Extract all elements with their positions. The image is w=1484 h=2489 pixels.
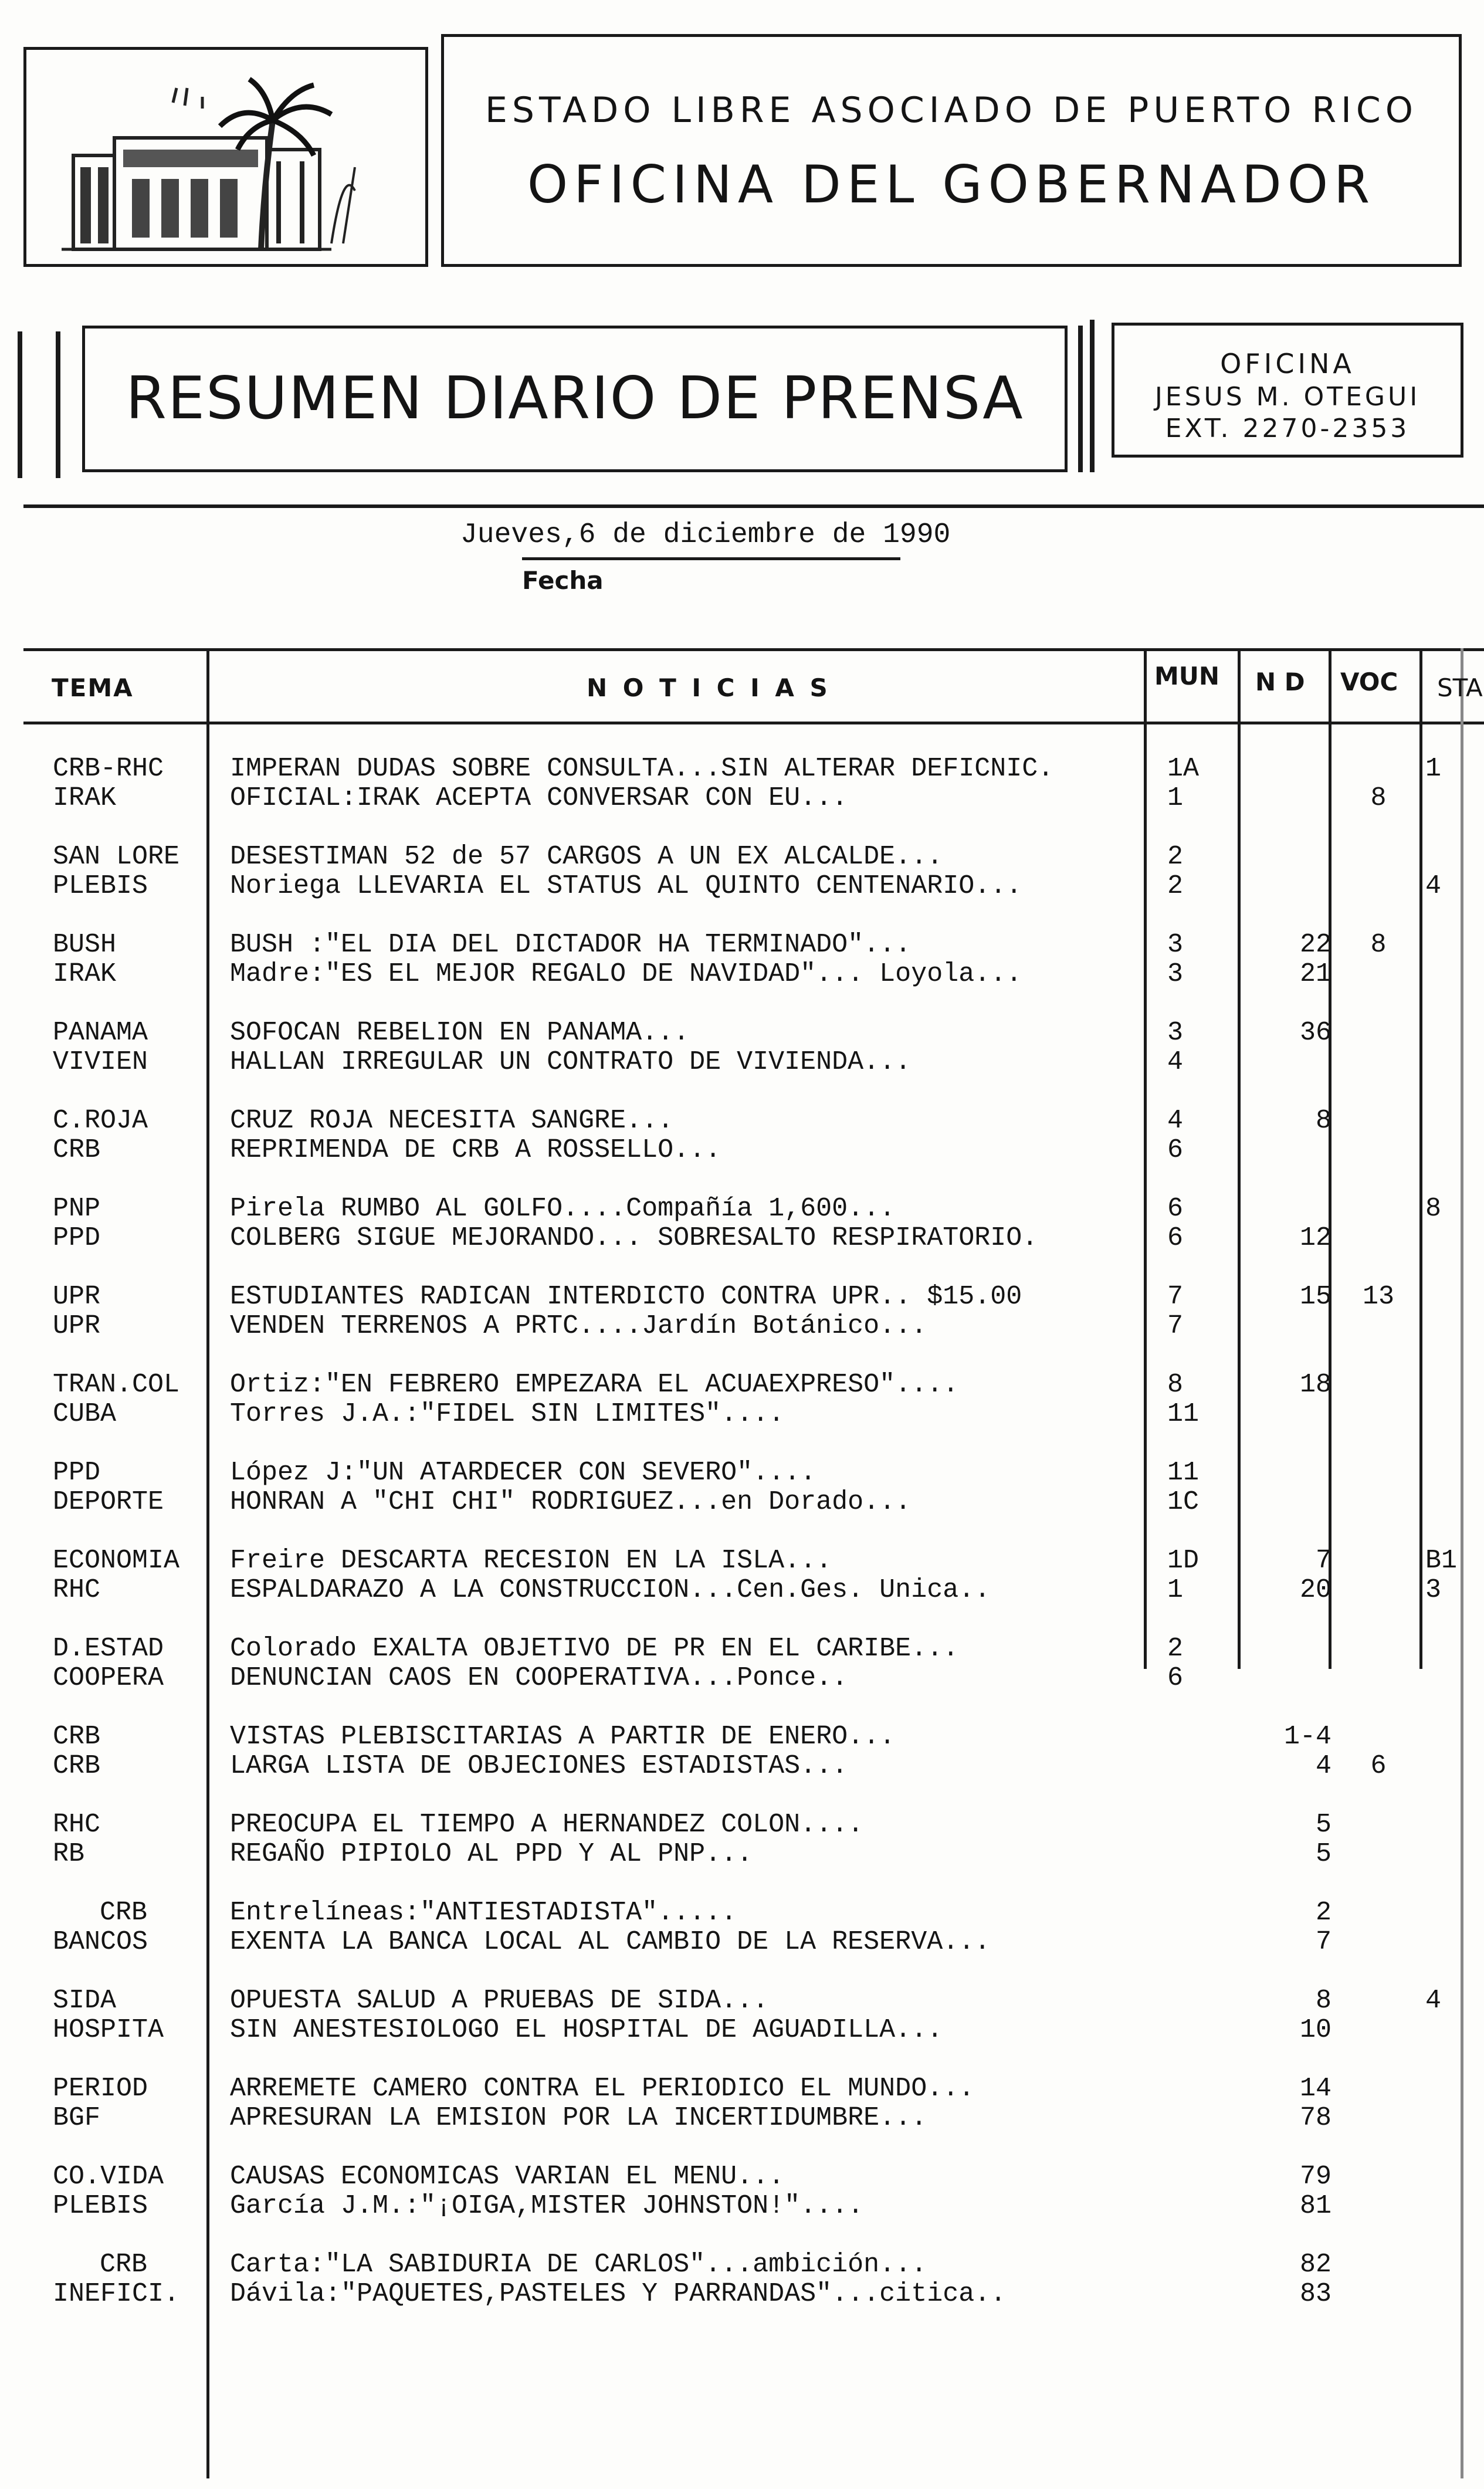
table-row: [0, 1927, 1484, 1958]
table-row: [0, 1047, 1484, 1078]
row-mun-page: 1D: [1167, 1546, 1200, 1576]
row-sta-page: 4: [1425, 1986, 1442, 2016]
row-nd-page: 10: [1299, 2015, 1331, 2045]
row-mun-page: 6: [1167, 1663, 1184, 1693]
row-headline: PREOCUPA EL TIEMPO A HERNANDEZ COLON....: [230, 1810, 864, 1840]
row-mun-page: 4: [1167, 1106, 1184, 1136]
row-headline: García J.M.:"¡OIGA,MISTER JOHNSTON!"....: [230, 2191, 864, 2221]
column-header-mun: MUN: [1154, 662, 1220, 690]
row-mun-page: 11: [1167, 1399, 1200, 1429]
row-headline: VISTAS PLEBISCITARIAS A PARTIR DE ENERO...: [230, 1722, 896, 1752]
table-row: [0, 1810, 1484, 1840]
right-bar-inner: [1078, 326, 1083, 472]
row-nd-page: 15: [1299, 1282, 1331, 1312]
table-row: [0, 1194, 1484, 1224]
office-extension: EXT. 2270-2353: [1165, 414, 1410, 443]
row-mun-page: 4: [1167, 1047, 1184, 1077]
row-tema: D.ESTAD: [53, 1634, 164, 1664]
column-header-sta: STA: [1437, 673, 1483, 702]
table-row: [0, 2191, 1484, 2222]
office-contact-box: [1112, 323, 1463, 458]
table-row: [0, 2015, 1484, 2046]
table-header-rule: [23, 722, 1484, 724]
row-nd-page: 20: [1299, 1575, 1331, 1605]
row-tema: TRAN.COL: [53, 1370, 180, 1400]
row-sta-page: B1: [1425, 1546, 1458, 1576]
row-tema: CRB: [53, 1135, 101, 1165]
row-headline: REGAÑO PIPIOLO AL PPD Y AL PNP...: [230, 1839, 753, 1869]
row-nd-page: 82: [1299, 2250, 1331, 2280]
row-voc-page: 8: [1370, 930, 1387, 960]
row-nd-page: 22: [1299, 930, 1331, 960]
table-row: [0, 930, 1484, 960]
row-headline: Noriega LLEVARIA EL STATUS AL QUINTO CENTENARIO...: [230, 871, 1022, 901]
row-headline: LARGA LISTA DE OBJECIONES ESTADISTAS...: [230, 1751, 848, 1781]
table-row: [0, 1634, 1484, 1664]
row-tema: CRB: [100, 2250, 148, 2280]
row-tema: RB: [53, 1839, 85, 1869]
row-nd-page: 8: [1315, 1106, 1331, 1136]
row-tema: RHC: [53, 1575, 101, 1605]
report-title-box: [82, 326, 1068, 472]
column-header-tema: TEMA: [52, 673, 134, 702]
table-row: [0, 1546, 1484, 1576]
table-row: [0, 1751, 1484, 1782]
row-nd-page: 2: [1315, 1898, 1331, 1928]
row-tema: INEFICI.: [53, 2279, 180, 2309]
row-headline: ARREMETE CAMERO CONTRA EL PERIODICO EL MUNDO...: [230, 2074, 975, 2104]
left-bar-inner: [56, 331, 60, 478]
row-mun-page: 2: [1167, 871, 1184, 901]
row-headline: Dávila:"PAQUETES,PASTELES Y PARRANDAS"...citica..: [230, 2279, 1007, 2309]
row-mun-page: 1C: [1167, 1487, 1200, 1517]
table-row: [0, 2250, 1484, 2280]
row-tema: PPD: [53, 1458, 101, 1488]
row-headline: ESPALDARAZO A LA CONSTRUCCION...Cen.Ges. Unica..: [230, 1575, 991, 1605]
table-row: [0, 1722, 1484, 1752]
table-row: [0, 783, 1484, 814]
row-nd-page: 12: [1299, 1223, 1331, 1253]
row-mun-page: 2: [1167, 1634, 1184, 1664]
row-headline: Madre:"ES EL MEJOR REGALO DE NAVIDAD"... Loyola...: [230, 959, 1022, 989]
row-headline: Ortiz:"EN FEBRERO EMPEZARA EL ACUAEXPRESO"....: [230, 1370, 959, 1400]
right-bar-outer: [1090, 320, 1095, 472]
row-nd-page: 5: [1315, 1839, 1331, 1869]
row-headline: Freire DESCARTA RECESION EN LA ISLA...: [230, 1546, 832, 1576]
logo-box: [23, 47, 428, 267]
row-headline: SIN ANESTESIOLOGO EL HOSPITAL DE AGUADILLA...: [230, 2015, 943, 2045]
row-mun-page: 6: [1167, 1194, 1184, 1224]
table-row: [0, 754, 1484, 784]
row-tema: IRAK: [53, 783, 117, 813]
row-tema: UPR: [53, 1311, 101, 1341]
row-tema: CO.VIDA: [53, 2162, 164, 2192]
row-tema: SAN LORE: [53, 842, 180, 872]
row-voc-page: 13: [1362, 1282, 1394, 1312]
row-mun-page: 11: [1167, 1458, 1200, 1488]
office-contact-name: JESUS M. OTEGUI: [1154, 382, 1421, 412]
row-nd-page: 7: [1315, 1927, 1331, 1957]
row-nd-page: 81: [1299, 2191, 1331, 2221]
row-nd-page: 8: [1315, 1986, 1331, 2016]
row-tema: BANCOS: [53, 1927, 148, 1957]
row-headline: REPRIMENDA DE CRB A ROSSELLO...: [230, 1135, 721, 1165]
table-top-rule: [23, 648, 1484, 651]
row-voc-page: 6: [1370, 1751, 1387, 1781]
table-row: [0, 959, 1484, 990]
row-headline: HONRAN A "CHI CHI" RODRIGUEZ...en Dorado...: [230, 1487, 912, 1517]
report-title: RESUMEN DIARIO DE PRENSA: [126, 364, 1024, 432]
row-tema: CUBA: [53, 1399, 117, 1429]
row-tema: PANAMA: [53, 1018, 148, 1048]
table-row: [0, 1663, 1484, 1694]
row-mun-page: 8: [1167, 1370, 1184, 1400]
row-sta-page: 3: [1425, 1575, 1442, 1605]
table-row: [0, 1370, 1484, 1400]
row-nd-page: 36: [1299, 1018, 1331, 1048]
row-tema: VIVIEN: [53, 1047, 148, 1077]
row-tema: CRB: [100, 1898, 148, 1928]
left-bar-outer: [18, 331, 22, 478]
row-tema: ECONOMIA: [53, 1546, 180, 1576]
row-mun-page: 1A: [1167, 754, 1200, 784]
row-headline: Pirela RUMBO AL GOLFO....Compañía 1,600...: [230, 1194, 896, 1224]
row-tema: CRB: [53, 1722, 101, 1752]
table-row: [0, 842, 1484, 872]
row-tema: PLEBIS: [53, 871, 148, 901]
row-tema: SIDA: [53, 1986, 117, 2016]
row-mun-page: 2: [1167, 842, 1184, 872]
row-headline: SOFOCAN REBELION EN PANAMA...: [230, 1018, 690, 1048]
table-row: [0, 1986, 1484, 2016]
column-header-voc: VOC: [1340, 668, 1398, 696]
date-label: Fecha: [522, 566, 604, 595]
table-row: [0, 1458, 1484, 1488]
row-tema: BUSH: [53, 930, 117, 960]
row-mun-page: 1: [1167, 1575, 1184, 1605]
row-headline: EXENTA LA BANCA LOCAL AL CAMBIO DE LA RESERVA...: [230, 1927, 991, 1957]
table-row: [0, 1311, 1484, 1342]
row-nd-page: 7: [1315, 1546, 1331, 1576]
date-underline: [522, 557, 900, 560]
row-mun-page: 1: [1167, 783, 1184, 813]
row-mun-page: 7: [1167, 1311, 1184, 1341]
row-nd-page: 5: [1315, 1810, 1331, 1840]
row-tema: UPR: [53, 1282, 101, 1312]
row-headline: DENUNCIAN CAOS EN COOPERATIVA...Ponce..: [230, 1663, 848, 1693]
row-nd-page: 14: [1299, 2074, 1331, 2104]
row-mun-page: 3: [1167, 930, 1184, 960]
row-nd-page: 4: [1315, 1751, 1331, 1781]
row-tema: PLEBIS: [53, 2191, 148, 2221]
row-nd-page: 18: [1299, 1370, 1331, 1400]
row-headline: Colorado EXALTA OBJETIVO DE PR EN EL CARIBE...: [230, 1634, 959, 1664]
row-nd-page: 78: [1299, 2103, 1331, 2133]
row-headline: COLBERG SIGUE MEJORANDO... SOBRESALTO RESPIRATORIO.: [230, 1223, 1038, 1253]
table-row: [0, 1018, 1484, 1048]
row-tema: RHC: [53, 1810, 101, 1840]
row-mun-page: 6: [1167, 1135, 1184, 1165]
table-row: [0, 1399, 1484, 1430]
row-mun-page: 3: [1167, 959, 1184, 989]
row-headline: Carta:"LA SABIDURIA DE CARLOS"...ambición...: [230, 2250, 927, 2280]
row-headline: ESTUDIANTES RADICAN INTERDICTO CONTRA UPR.. $15.00: [230, 1282, 1022, 1312]
table-row: [0, 1106, 1484, 1136]
row-tema: COOPERA: [53, 1663, 164, 1693]
table-row: [0, 2279, 1484, 2309]
row-headline: IMPERAN DUDAS SOBRE CONSULTA...SIN ALTERAR DEFICNIC.: [230, 754, 1054, 784]
row-sta-page: 1: [1425, 754, 1442, 784]
row-tema: HOSPITA: [53, 2015, 164, 2045]
row-headline: APRESURAN LA EMISION POR LA INCERTIDUMBRE...: [230, 2103, 927, 2133]
row-headline: BUSH :"EL DIA DEL DICTADOR HA TERMINADO"...: [230, 930, 912, 960]
row-tema: PNP: [53, 1194, 101, 1224]
fortaleza-building-icon: [26, 50, 425, 264]
row-nd-page: 83: [1299, 2279, 1331, 2309]
row-mun-page: 6: [1167, 1223, 1184, 1253]
row-tema: PPD: [53, 1223, 101, 1253]
row-tema: DEPORTE: [53, 1487, 164, 1517]
row-tema: BGF: [53, 2103, 101, 2133]
row-headline: VENDEN TERRENOS A PRTC....Jardín Botánico...: [230, 1311, 927, 1341]
office-name: OFICINA DEL GOBERNADOR: [527, 154, 1376, 215]
row-nd-page: 1-4: [1283, 1722, 1331, 1752]
table-row: [0, 1223, 1484, 1254]
table-row: [0, 1839, 1484, 1870]
table-row: [0, 1282, 1484, 1312]
row-tema: CRB: [53, 1751, 101, 1781]
row-sta-page: 4: [1425, 871, 1442, 901]
row-sta-page: 8: [1425, 1194, 1442, 1224]
table-row: [0, 1575, 1484, 1606]
row-tema: CRB-RHC: [53, 754, 164, 784]
row-tema: IRAK: [53, 959, 117, 989]
report-date: Jueves,6 de diciembre de 1990: [460, 519, 951, 551]
row-headline: DESESTIMAN 52 de 57 CARGOS A UN EX ALCALDE...: [230, 842, 943, 872]
row-tema: C.ROJA: [53, 1106, 148, 1136]
government-name: ESTADO LIBRE ASOCIADO DE PUERTO RICO: [485, 90, 1418, 131]
table-row: [0, 1135, 1484, 1166]
row-headline: HALLAN IRREGULAR UN CONTRATO DE VIVIENDA...: [230, 1047, 912, 1077]
table-row: [0, 871, 1484, 902]
office-label: OFICINA: [1220, 348, 1355, 380]
table-row: [0, 1487, 1484, 1518]
row-nd-page: 79: [1299, 2162, 1331, 2192]
column-header-nd: N D: [1255, 668, 1305, 696]
row-nd-page: 21: [1299, 959, 1331, 989]
table-row: [0, 2162, 1484, 2192]
header-divider: [23, 504, 1484, 508]
table-row: [0, 2103, 1484, 2134]
row-mun-page: 7: [1167, 1282, 1184, 1312]
table-row: [0, 2074, 1484, 2104]
row-headline: CAUSAS ECONOMICAS VARIAN EL MENU...: [230, 2162, 785, 2192]
row-headline: López J:"UN ATARDECER CON SEVERO"....: [230, 1458, 816, 1488]
row-mun-page: 3: [1167, 1018, 1184, 1048]
row-tema: PERIOD: [53, 2074, 148, 2104]
row-headline: OPUESTA SALUD A PRUEBAS DE SIDA...: [230, 1986, 769, 2016]
row-headline: OFICIAL:IRAK ACEPTA CONVERSAR CON EU...: [230, 783, 848, 813]
row-headline: CRUZ ROJA NECESITA SANGRE...: [230, 1106, 674, 1136]
row-headline: Torres J.A.:"FIDEL SIN LIMITES"....: [230, 1399, 785, 1429]
row-headline: Entrelíneas:"ANTIESTADISTA".....: [230, 1898, 737, 1928]
column-header-noticias: N O T I C I A S: [587, 673, 831, 702]
table-row: [0, 1898, 1484, 1928]
government-title-box: [441, 34, 1462, 267]
row-voc-page: 8: [1370, 783, 1387, 813]
